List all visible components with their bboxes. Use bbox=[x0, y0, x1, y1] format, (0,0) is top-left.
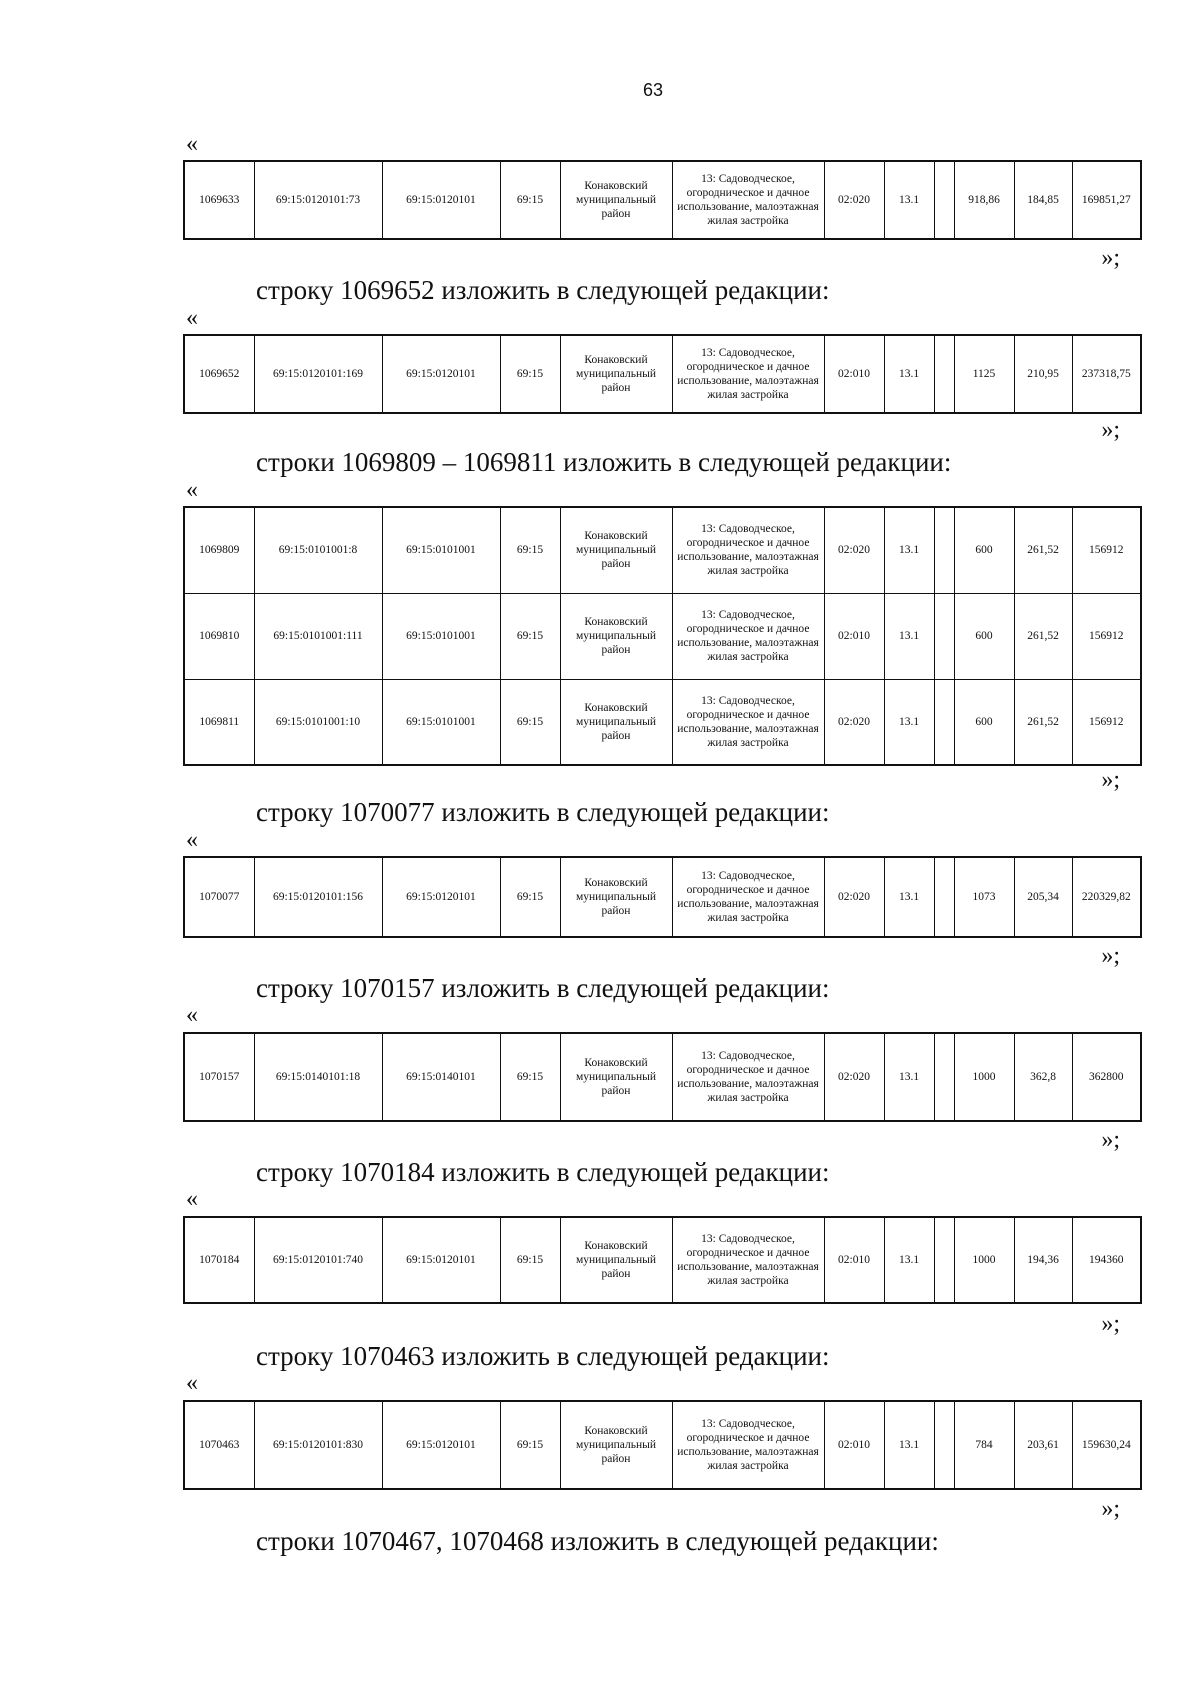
close-quote: »; bbox=[1101, 1127, 1120, 1153]
cell-specific-value: 362,8 bbox=[1014, 1033, 1072, 1121]
cell-specific-value: 210,95 bbox=[1014, 335, 1072, 413]
cell-row-id: 1070463 bbox=[184, 1401, 254, 1489]
cell-specific-value: 194,36 bbox=[1014, 1217, 1072, 1303]
cell-row-id: 1069633 bbox=[184, 161, 254, 239]
cell-cadastral-value: 156912 bbox=[1072, 593, 1141, 679]
cell-area: 600 bbox=[954, 679, 1014, 765]
cell-area: 784 bbox=[954, 1401, 1014, 1489]
cell-empty-cell bbox=[934, 1401, 954, 1489]
cell-cadastral-quarter: 69:15:0120101 bbox=[382, 335, 500, 413]
cell-district-code: 69:15 bbox=[500, 507, 560, 593]
cell-area: 600 bbox=[954, 507, 1014, 593]
cell-municipality: Конаковский муниципальный район bbox=[560, 161, 672, 239]
cell-land-use: 13: Садоводческое, огородническое и дачное использование, малоэтажная жилая застройка bbox=[672, 1401, 824, 1489]
cell-municipality: Конаковский муниципальный район bbox=[560, 335, 672, 413]
cell-cadastral-number: 69:15:0101001:111 bbox=[254, 593, 382, 679]
cell-group-code: 02:020 bbox=[824, 857, 884, 937]
record-table bbox=[183, 1400, 1142, 1490]
close-quote: »; bbox=[1101, 767, 1120, 793]
cell-area: 918,86 bbox=[954, 161, 1014, 239]
table-row bbox=[184, 335, 1141, 413]
section-instruction: строку 1070463 изложить в следующей редакции: bbox=[256, 1341, 830, 1371]
cell-district-code: 69:15 bbox=[500, 1217, 560, 1303]
cell-area: 1000 bbox=[954, 1033, 1014, 1121]
cell-group-code: 02:010 bbox=[824, 1217, 884, 1303]
cell-cadastral-number: 69:15:0120101:169 bbox=[254, 335, 382, 413]
cell-row-id: 1070077 bbox=[184, 857, 254, 937]
cell-cadastral-value: 194360 bbox=[1072, 1217, 1141, 1303]
cell-cadastral-quarter: 69:15:0120101 bbox=[382, 1401, 500, 1489]
cell-cadastral-number: 69:15:0120101:740 bbox=[254, 1217, 382, 1303]
cell-land-use: 13: Садоводческое, огородническое и дачное использование, малоэтажная жилая застройка bbox=[672, 1033, 824, 1121]
cell-land-use: 13: Садоводческое, огородническое и дачное использование, малоэтажная жилая застройка bbox=[672, 507, 824, 593]
cell-subgroup: 13.1 bbox=[884, 507, 934, 593]
record-table bbox=[183, 856, 1142, 938]
cell-row-id: 1069652 bbox=[184, 335, 254, 413]
final-instruction: строки 1070467, 1070468 изложить в следующей редакции: bbox=[256, 1526, 939, 1556]
cell-district-code: 69:15 bbox=[500, 679, 560, 765]
cell-land-use: 13: Садоводческое, огородническое и дачное использование, малоэтажная жилая застройка bbox=[672, 1217, 824, 1303]
cell-municipality: Конаковский муниципальный район bbox=[560, 507, 672, 593]
cell-empty-cell bbox=[934, 857, 954, 937]
cell-district-code: 69:15 bbox=[500, 161, 560, 239]
cell-subgroup: 13.1 bbox=[884, 593, 934, 679]
cell-land-use: 13: Садоводческое, огородническое и дачное использование, малоэтажная жилая застройка bbox=[672, 161, 824, 239]
cell-municipality: Конаковский муниципальный район bbox=[560, 1401, 672, 1489]
cell-district-code: 69:15 bbox=[500, 1033, 560, 1121]
cell-cadastral-number: 69:15:0140101:18 bbox=[254, 1033, 382, 1121]
page-number: 63 bbox=[642, 80, 664, 100]
record-table bbox=[183, 1032, 1142, 1122]
cell-specific-value: 261,52 bbox=[1014, 593, 1072, 679]
cell-specific-value: 261,52 bbox=[1014, 507, 1072, 593]
open-quote: « bbox=[186, 131, 198, 157]
cell-area: 1125 bbox=[954, 335, 1014, 413]
close-quote: »; bbox=[1101, 1496, 1120, 1522]
cell-municipality: Конаковский муниципальный район bbox=[560, 857, 672, 937]
record-table bbox=[183, 334, 1142, 414]
cell-cadastral-number: 69:15:0101001:8 bbox=[254, 507, 382, 593]
cell-district-code: 69:15 bbox=[500, 593, 560, 679]
cell-empty-cell bbox=[934, 161, 954, 239]
table-row bbox=[184, 161, 1141, 239]
cell-subgroup: 13.1 bbox=[884, 857, 934, 937]
cell-subgroup: 13.1 bbox=[884, 1033, 934, 1121]
cell-area: 1000 bbox=[954, 1217, 1014, 1303]
record-table bbox=[183, 506, 1142, 766]
cell-empty-cell bbox=[934, 1217, 954, 1303]
cell-cadastral-quarter: 69:15:0101001 bbox=[382, 679, 500, 765]
cell-subgroup: 13.1 bbox=[884, 1217, 934, 1303]
cell-row-id: 1070184 bbox=[184, 1217, 254, 1303]
cell-cadastral-quarter: 69:15:0140101 bbox=[382, 1033, 500, 1121]
cell-district-code: 69:15 bbox=[500, 1401, 560, 1489]
open-quote: « bbox=[186, 827, 198, 853]
cell-empty-cell bbox=[934, 679, 954, 765]
cell-district-code: 69:15 bbox=[500, 857, 560, 937]
cell-empty-cell bbox=[934, 507, 954, 593]
cell-cadastral-value: 156912 bbox=[1072, 679, 1141, 765]
cell-cadastral-number: 69:15:0101001:10 bbox=[254, 679, 382, 765]
close-quote: »; bbox=[1101, 943, 1120, 969]
cell-land-use: 13: Садоводческое, огородническое и дачное использование, малоэтажная жилая застройка bbox=[672, 857, 824, 937]
cell-municipality: Конаковский муниципальный район bbox=[560, 1033, 672, 1121]
cell-specific-value: 203,61 bbox=[1014, 1401, 1072, 1489]
table-row bbox=[184, 507, 1141, 593]
table-row bbox=[184, 1217, 1141, 1303]
section-instruction: строку 1070184 изложить в следующей редакции: bbox=[256, 1157, 830, 1187]
cell-cadastral-quarter: 69:15:0120101 bbox=[382, 857, 500, 937]
section-instruction: строки 1069809 – 1069811 изложить в следующей редакции: bbox=[256, 447, 952, 477]
cell-empty-cell bbox=[934, 593, 954, 679]
cell-cadastral-value: 159630,24 bbox=[1072, 1401, 1141, 1489]
cell-subgroup: 13.1 bbox=[884, 335, 934, 413]
table-row bbox=[184, 1401, 1141, 1489]
open-quote: « bbox=[186, 1370, 198, 1396]
cell-group-code: 02:020 bbox=[824, 161, 884, 239]
cell-empty-cell bbox=[934, 335, 954, 413]
open-quote: « bbox=[186, 305, 198, 331]
cell-cadastral-quarter: 69:15:0101001 bbox=[382, 593, 500, 679]
open-quote: « bbox=[186, 1186, 198, 1212]
table-row bbox=[184, 593, 1141, 679]
cell-cadastral-number: 69:15:0120101:156 bbox=[254, 857, 382, 937]
cell-group-code: 02:010 bbox=[824, 593, 884, 679]
cell-subgroup: 13.1 bbox=[884, 679, 934, 765]
cell-empty-cell bbox=[934, 1033, 954, 1121]
cell-specific-value: 261,52 bbox=[1014, 679, 1072, 765]
cell-specific-value: 184,85 bbox=[1014, 161, 1072, 239]
cell-row-id: 1069810 bbox=[184, 593, 254, 679]
cell-cadastral-quarter: 69:15:0120101 bbox=[382, 1217, 500, 1303]
cell-group-code: 02:010 bbox=[824, 335, 884, 413]
close-quote: »; bbox=[1101, 417, 1120, 443]
cell-municipality: Конаковский муниципальный район bbox=[560, 1217, 672, 1303]
table-row bbox=[184, 857, 1141, 937]
cell-cadastral-value: 169851,27 bbox=[1072, 161, 1141, 239]
cell-group-code: 02:020 bbox=[824, 507, 884, 593]
cell-cadastral-value: 362800 bbox=[1072, 1033, 1141, 1121]
cell-area: 600 bbox=[954, 593, 1014, 679]
cell-district-code: 69:15 bbox=[500, 335, 560, 413]
cell-specific-value: 205,34 bbox=[1014, 857, 1072, 937]
table-row bbox=[184, 1033, 1141, 1121]
open-quote: « bbox=[186, 477, 198, 503]
cell-cadastral-number: 69:15:0120101:830 bbox=[254, 1401, 382, 1489]
cell-cadastral-quarter: 69:15:0120101 bbox=[382, 161, 500, 239]
cell-subgroup: 13.1 bbox=[884, 1401, 934, 1489]
close-quote: »; bbox=[1101, 1311, 1120, 1337]
close-quote: »; bbox=[1101, 245, 1120, 271]
cell-group-code: 02:020 bbox=[824, 1033, 884, 1121]
open-quote: « bbox=[186, 1002, 198, 1028]
cell-cadastral-quarter: 69:15:0101001 bbox=[382, 507, 500, 593]
section-instruction: строку 1070157 изложить в следующей редакции: bbox=[256, 973, 830, 1003]
record-table bbox=[183, 1216, 1142, 1304]
cell-row-id: 1069809 bbox=[184, 507, 254, 593]
table-row bbox=[184, 679, 1141, 765]
cell-cadastral-value: 220329,82 bbox=[1072, 857, 1141, 937]
cell-land-use: 13: Садоводческое, огородническое и дачное использование, малоэтажная жилая застройка bbox=[672, 593, 824, 679]
cell-cadastral-number: 69:15:0120101:73 bbox=[254, 161, 382, 239]
cell-land-use: 13: Садоводческое, огородническое и дачное использование, малоэтажная жилая застройка bbox=[672, 679, 824, 765]
cell-row-id: 1069811 bbox=[184, 679, 254, 765]
cell-group-code: 02:020 bbox=[824, 679, 884, 765]
cell-cadastral-value: 237318,75 bbox=[1072, 335, 1141, 413]
cell-municipality: Конаковский муниципальный район bbox=[560, 679, 672, 765]
section-instruction: строку 1069652 изложить в следующей редакции: bbox=[256, 275, 830, 305]
cell-land-use: 13: Садоводческое, огородническое и дачное использование, малоэтажная жилая застройка bbox=[672, 335, 824, 413]
cell-subgroup: 13.1 bbox=[884, 161, 934, 239]
cell-group-code: 02:010 bbox=[824, 1401, 884, 1489]
cell-area: 1073 bbox=[954, 857, 1014, 937]
record-table bbox=[183, 160, 1142, 240]
cell-municipality: Конаковский муниципальный район bbox=[560, 593, 672, 679]
cell-row-id: 1070157 bbox=[184, 1033, 254, 1121]
section-instruction: строку 1070077 изложить в следующей редакции: bbox=[256, 797, 830, 827]
cell-cadastral-value: 156912 bbox=[1072, 507, 1141, 593]
